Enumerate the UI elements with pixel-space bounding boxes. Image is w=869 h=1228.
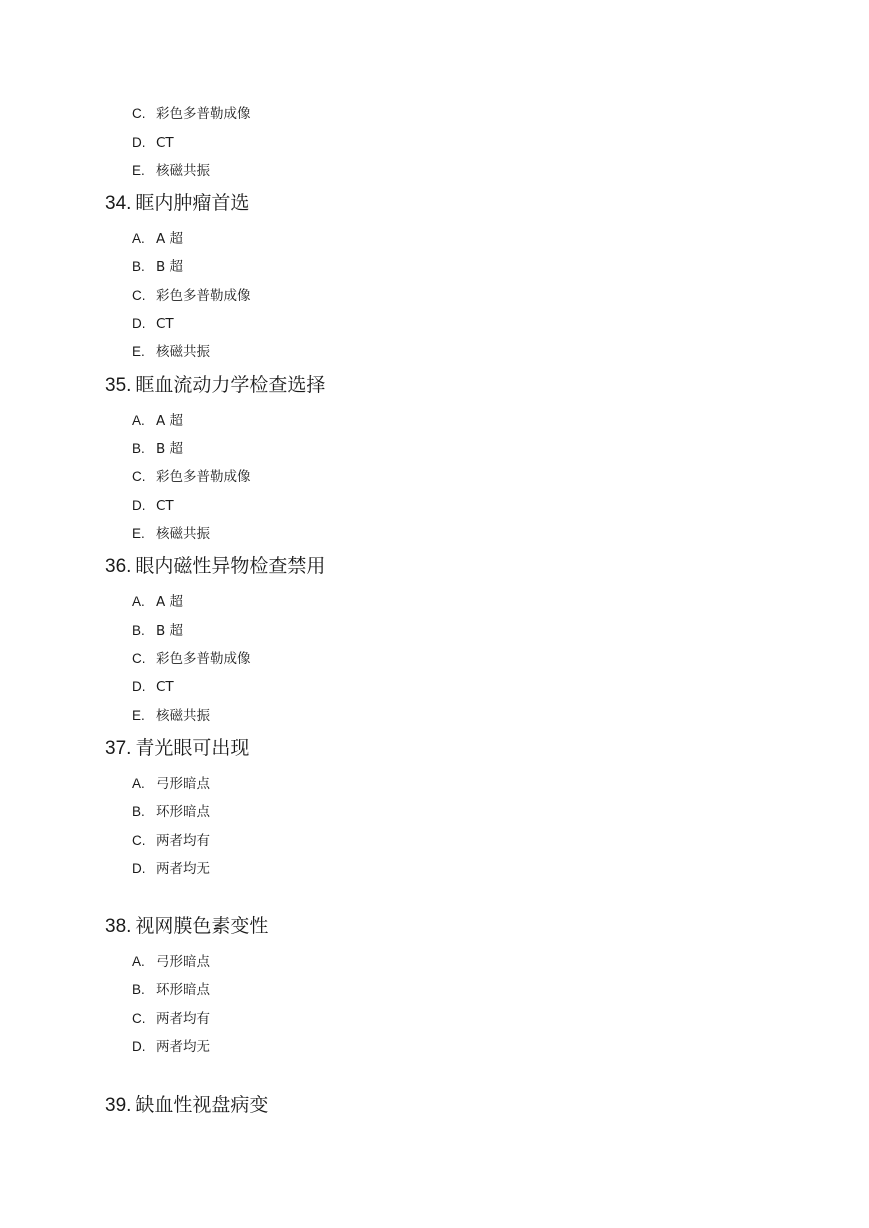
question-34-title <box>105 191 249 216</box>
option-c <box>132 651 251 667</box>
option-letter: D. <box>132 498 146 513</box>
option-letter: D. <box>132 679 146 694</box>
option-letter: B. <box>132 441 145 456</box>
question-number: 39. <box>105 1095 132 1116</box>
question-number: 34. <box>105 193 132 214</box>
option-text: 两者均有 <box>156 1011 210 1027</box>
option-a <box>132 954 210 970</box>
option-text: 两者均有 <box>156 833 210 849</box>
option-letter: B. <box>132 804 145 819</box>
option-text: B 超 <box>156 259 184 275</box>
option-b <box>132 623 183 639</box>
option-text: A 超 <box>156 594 184 610</box>
option-d <box>132 135 174 151</box>
question-text: 眼内磁性异物检查禁用 <box>135 555 326 577</box>
option-text: CT <box>156 135 174 151</box>
option-e <box>132 163 210 179</box>
option-letter: E. <box>132 344 145 359</box>
option-text: 两者均无 <box>156 861 210 877</box>
option-text: 彩色多普勒成像 <box>156 651 251 667</box>
option-letter: C. <box>132 288 146 303</box>
option-text: A 超 <box>156 231 184 247</box>
question-text: 眶内肿瘤首选 <box>135 192 250 214</box>
option-a <box>132 594 183 610</box>
option-text: 核磁共振 <box>156 344 210 360</box>
option-d <box>132 679 174 695</box>
option-letter: A. <box>132 776 145 791</box>
option-letter: B. <box>132 259 145 274</box>
option-text: CT <box>156 316 174 332</box>
question-text: 眶血流动力学检查选择 <box>135 374 326 396</box>
option-b <box>132 441 183 457</box>
option-text: 彩色多普勒成像 <box>156 106 251 122</box>
question-37-title <box>105 736 249 761</box>
option-letter: C. <box>132 469 146 484</box>
option-text: 彩色多普勒成像 <box>156 288 251 304</box>
option-text: 弓形暗点 <box>156 954 210 970</box>
option-letter: E. <box>132 526 145 541</box>
question-39-title <box>105 1093 268 1118</box>
question-number: 37. <box>105 738 132 759</box>
option-a <box>132 231 183 247</box>
option-text: 核磁共振 <box>156 708 210 724</box>
option-letter: D. <box>132 316 146 331</box>
option-letter: E. <box>132 708 145 723</box>
option-b <box>132 259 183 275</box>
option-a <box>132 776 210 792</box>
option-c <box>132 833 210 849</box>
option-text: B 超 <box>156 623 184 639</box>
option-text: 核磁共振 <box>156 163 210 179</box>
option-letter: B. <box>132 623 145 638</box>
option-text: 彩色多普勒成像 <box>156 469 251 485</box>
option-c <box>132 288 251 304</box>
option-letter: C. <box>132 833 146 848</box>
question-38-title <box>105 914 268 939</box>
option-text: 环形暗点 <box>156 982 210 998</box>
option-text: A 超 <box>156 413 184 429</box>
option-text: 两者均无 <box>156 1039 210 1055</box>
option-c <box>132 106 251 122</box>
option-c <box>132 1011 210 1027</box>
option-letter: B. <box>132 982 145 997</box>
option-letter: E. <box>132 163 145 178</box>
option-letter: A. <box>132 594 145 609</box>
option-e <box>132 344 210 360</box>
option-text: CT <box>156 679 174 695</box>
option-c <box>132 469 251 485</box>
option-d <box>132 1039 210 1055</box>
option-text: 弓形暗点 <box>156 776 210 792</box>
option-letter: C. <box>132 106 146 121</box>
question-number: 36. <box>105 556 132 577</box>
option-letter: D. <box>132 135 146 150</box>
option-letter: D. <box>132 1039 146 1054</box>
question-number: 35. <box>105 375 132 396</box>
question-text: 缺血性视盘病变 <box>135 1094 269 1116</box>
option-text: 环形暗点 <box>156 804 210 820</box>
option-d <box>132 498 174 514</box>
option-letter: D. <box>132 861 146 876</box>
option-d <box>132 316 174 332</box>
option-e <box>132 708 210 724</box>
option-letter: A. <box>132 231 145 246</box>
question-text: 青光眼可出现 <box>135 737 250 759</box>
option-e <box>132 526 210 542</box>
question-text: 视网膜色素变性 <box>135 915 269 937</box>
option-b <box>132 804 210 820</box>
option-letter: C. <box>132 1011 146 1026</box>
question-number: 38. <box>105 916 132 937</box>
option-letter: C. <box>132 651 146 666</box>
option-b <box>132 982 210 998</box>
option-text: CT <box>156 498 174 514</box>
option-d <box>132 861 210 877</box>
option-letter: A. <box>132 954 145 969</box>
question-36-title <box>105 554 325 579</box>
option-text: B 超 <box>156 441 184 457</box>
option-letter: A. <box>132 413 145 428</box>
question-35-title <box>105 373 325 398</box>
option-text: 核磁共振 <box>156 526 210 542</box>
option-a <box>132 413 183 429</box>
